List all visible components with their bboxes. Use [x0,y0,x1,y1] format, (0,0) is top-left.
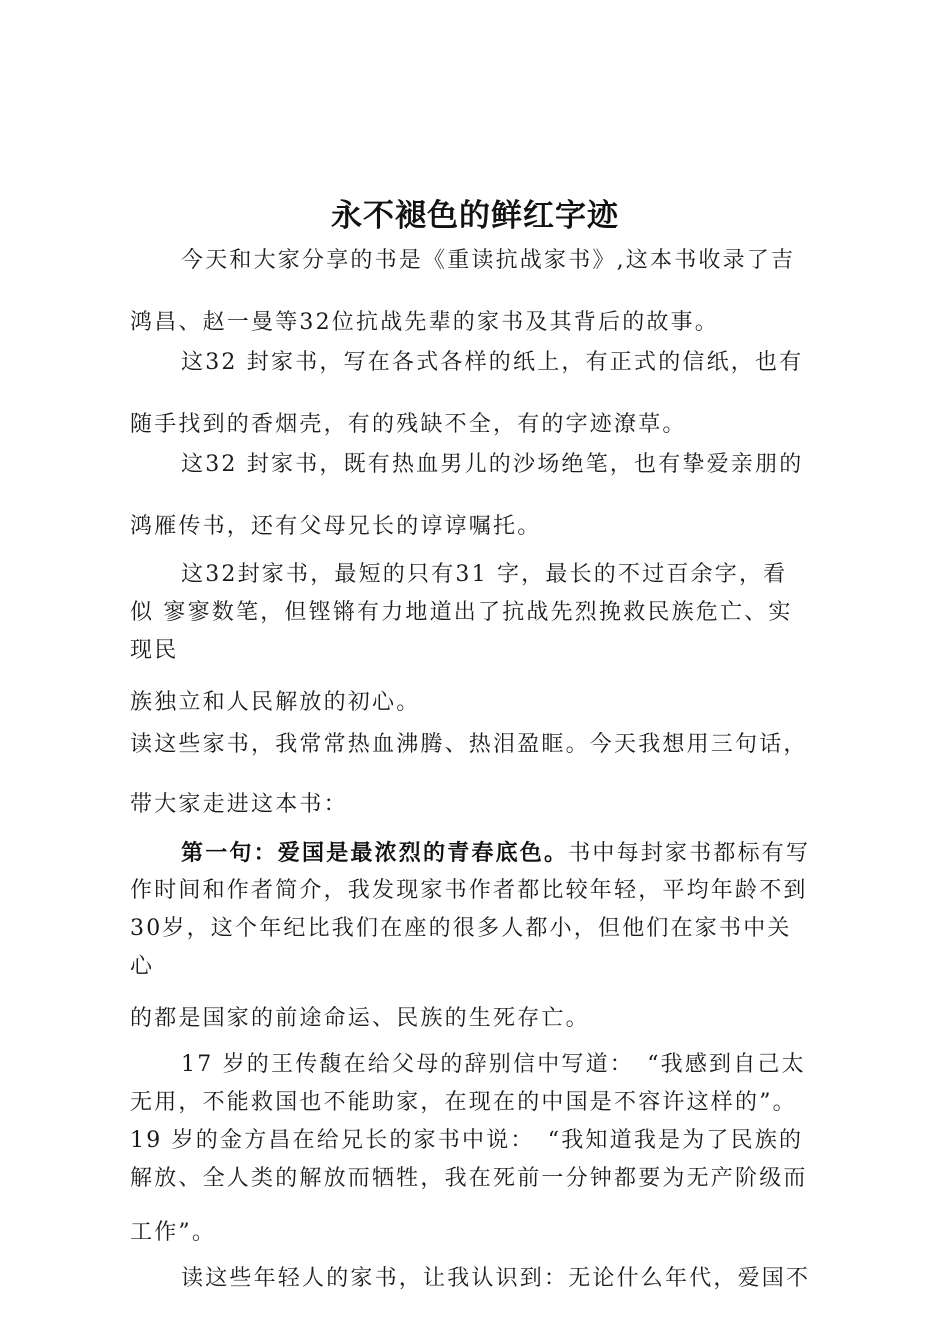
paragraph-line: 读这些家书，我常常热血沸腾、热泪盈眶。今天我想用三句话， [130,732,808,757]
paragraph-line: 这32 封家书，既有热血男儿的沙场绝笔，也有挚爱亲朋的 [181,452,804,477]
bold-heading-phrase: 第一句：爱国是最浓烈的青春底色。 [181,840,569,866]
paragraph-line: 读这些年轻人的家书，让我认识到：无论什么年代，爱国不 [181,1266,811,1291]
paragraph-line: 17 岁的王传馥在给父母的辞别信中写道： “我感到自己太 [181,1052,806,1077]
paragraph-line: 心 [130,954,155,979]
paragraph-line: 解放、全人类的解放而牺牲，我在死前一分钟都要为无产阶级而 [130,1166,808,1191]
paragraph-line-first-point [181,838,841,869]
paragraph-line: 这32 封家书，写在各式各样的纸上，有正式的信纸，也有 [181,350,804,375]
paragraph-text: 书中每封家书都标有写 [568,841,811,866]
paragraph-line: 无用，不能救国也不能助家，在现在的中国是不容许这样的”。 [130,1090,797,1115]
paragraph-line: 族独立和人民解放的初心。 [130,690,421,715]
paragraph-line: 带大家走进这本书： [130,792,348,817]
paragraph-line: 19 岁的金方昌在给兄长的家书中说： “我知道我是为了民族的 [130,1128,804,1153]
paragraph-line: 这32封家书，最短的只有31 字，最长的不过百余字，看 [181,562,788,587]
paragraph-line: 鸿雁传书，还有父母兄长的谆谆嘱托。 [130,514,542,539]
paragraph-line: 的都是国家的前途命运、民族的生死存亡。 [130,1006,590,1031]
paragraph-line: 30岁，这个年纪比我们在座的很多人都小，但他们在家书中关 [130,916,792,941]
document-title: 永不褪色的鲜红字迹 [331,198,619,234]
paragraph-line: 今天和大家分享的书是《重读抗战家书》,这本书收录了吉 [181,248,796,273]
paragraph-line: 工作”。 [130,1220,217,1245]
paragraph-line: 现民 [130,638,179,663]
paragraph-line: 似 寥寥数笔，但铿锵有力地道出了抗战先烈挽救民族危亡、实 [130,600,793,625]
paragraph-line: 作时间和作者简介，我发现家书作者都比较年轻，平均年龄不到 [130,878,808,903]
paragraph-line: 鸿昌、赵一曼等32位抗战先辈的家书及其背后的故事。 [130,310,719,335]
paragraph-line: 随手找到的香烟壳，有的残缺不全，有的字迹潦草。 [130,412,687,437]
